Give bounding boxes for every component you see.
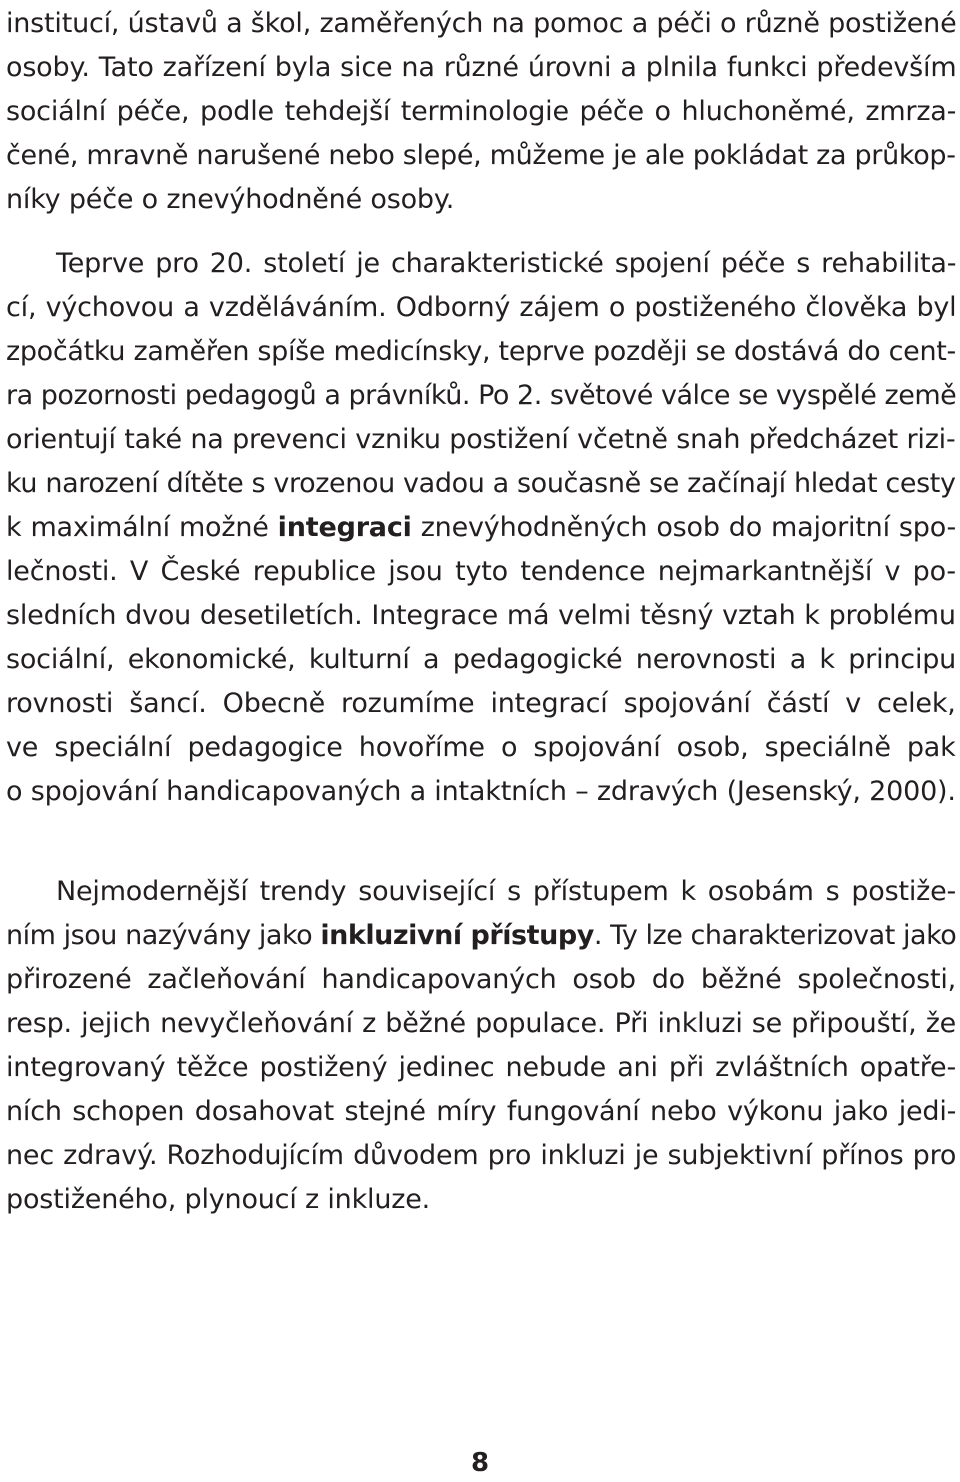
text-line [56, 242, 956, 286]
text-line [6, 1178, 430, 1222]
text-run: níky péče o znevýhodněné osoby. [6, 184, 455, 215]
text-line [6, 506, 956, 550]
text-line [6, 726, 956, 770]
text-run: ra pozornosti pedagogů a právníků. Po 2. světové válce se vyspělé země [6, 380, 957, 411]
text-run: sociální péče, podle tehdejší terminologie péče o hluchoněmé, zmrza- [6, 96, 957, 127]
text-line [6, 914, 956, 958]
text-line [6, 418, 956, 462]
text-line [6, 958, 956, 1002]
text-run: zpočátku zaměřen spíše medicínsky, teprve později se dostává do cent- [6, 336, 956, 367]
text-run: postiženého, plynoucí z inkluze. [6, 1184, 430, 1215]
text-line [6, 1002, 956, 1046]
text-line [6, 1046, 956, 1090]
text-run: rovnosti šancí. Obecně rozumíme integrací spojování částí v celek, [6, 688, 956, 719]
text-run: ku narození dítěte s vrozenou vadou a současně se začínají hledat cesty [6, 468, 956, 499]
text-run: k maximální možné [6, 512, 278, 543]
text-line [6, 1090, 956, 1134]
text-run: čené, mravně narušené nebo slepé, můžeme je ale pokládat za průkop- [6, 140, 956, 171]
text-run: . Ty lze charakterizovat jako [593, 920, 957, 951]
text-run: sledních dvou desetiletích. Integrace má velmi těsný vztah k problému [6, 600, 956, 631]
text-line [6, 286, 956, 330]
text-run: sociální, ekonomické, kulturní a pedagogické nerovnosti a k principu [6, 644, 957, 675]
text-line [6, 462, 956, 506]
text-line [6, 770, 956, 814]
text-line [6, 134, 956, 178]
text-line [6, 2, 956, 46]
text-run: ních schopen dosahovat stejné míry fungování nebo výkonu jako jedi- [6, 1096, 957, 1127]
text-line [6, 1134, 956, 1178]
text-run: o spojování handicapovaných a intaktních – zdravých (Jesenský, 2000). [6, 776, 956, 807]
text-line [6, 90, 956, 134]
text-run: přirozené začleňování handicapovaných osob do běžné společnosti, [6, 964, 957, 995]
bold-term: integraci [277, 512, 412, 543]
page-number: 8 [470, 1448, 490, 1478]
text-line [6, 682, 956, 726]
text-line [6, 374, 956, 418]
text-run: osoby. Tato zařízení byla sice na různé úrovni a plnila funkci především [6, 52, 957, 83]
text-line [6, 46, 956, 90]
text-run: ním jsou nazývány jako [6, 920, 321, 951]
text-run: integrovaný těžce postižený jedinec nebude ani při zvláštních opatře- [6, 1052, 956, 1083]
text-line [56, 870, 956, 914]
text-run: lečnosti. V České republice jsou tyto tendence nejmarkantnější v po- [6, 556, 956, 587]
text-run: ve speciální pedagogice hovoříme o spojování osob, speciálně pak [6, 732, 956, 763]
text-run: nec zdravý. Rozhodujícím důvodem pro inkluzi je subjektivní přínos pro [6, 1140, 957, 1171]
text-run: Teprve pro 20. století je charakteristické spojení péče s rehabilita- [56, 248, 957, 279]
bold-term: inkluzivní přístupy [320, 920, 594, 951]
text-line [6, 594, 956, 638]
text-run: Nejmodernější trendy související s přístupem k osobám s postiže- [56, 876, 957, 907]
text-run: institucí, ústavů a škol, zaměřených na pomoc a péči o různě postižené [6, 8, 957, 39]
text-line [6, 330, 956, 374]
text-run: resp. jejich nevyčleňování z běžné populace. Při inkluzi se připouští, že [6, 1008, 957, 1039]
text-line [6, 638, 956, 682]
text-line [6, 178, 454, 222]
text-line [6, 550, 956, 594]
text-run: znevýhodněných osob do majoritní spo- [411, 512, 957, 543]
text-run: cí, výchovou a vzděláváním. Odborný zájem o postiženého člověka byl [6, 292, 957, 323]
text-run: orientují také na prevenci vzniku postižení včetně snah předcházet rizi- [6, 424, 956, 455]
